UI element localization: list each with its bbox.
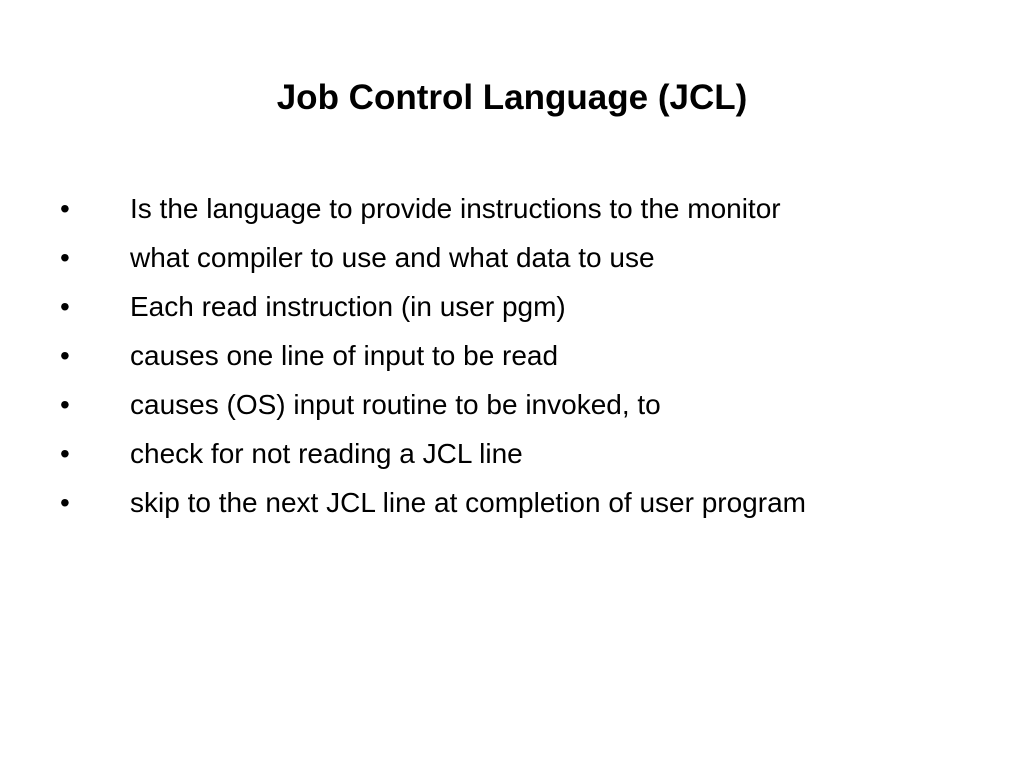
bullet-text: Is the language to provide instructions to the monitor [130, 193, 781, 224]
bullet-text: what compiler to use and what data to use [130, 242, 655, 273]
bullet-icon: • [60, 242, 70, 273]
bullet-icon: • [60, 193, 70, 224]
bullet-text: check for not reading a JCL line [130, 438, 523, 469]
bullet-item [56, 331, 1006, 380]
bullet-icon: • [60, 389, 70, 420]
bullet-icon: • [60, 291, 70, 322]
bullet-icon: • [60, 487, 70, 518]
bullet-item [56, 380, 1006, 429]
bullet-item [56, 184, 1006, 233]
bullet-icon: • [60, 340, 70, 371]
bullet-item [56, 478, 1006, 527]
bullet-item [56, 429, 1006, 478]
bullet-text: skip to the next JCL line at completion of user program [130, 487, 806, 518]
bullet-list [56, 184, 1006, 527]
bullet-icon: • [60, 438, 70, 469]
bullet-text: causes one line of input to be read [130, 340, 559, 371]
bullet-text: Each read instruction (in user pgm) [130, 291, 566, 322]
bullet-text: causes (OS) input routine to be invoked, to [130, 389, 661, 420]
bullet-item [56, 282, 1006, 331]
slide-title: Job Control Language (JCL) [276, 78, 748, 117]
bullet-item [56, 233, 1006, 282]
